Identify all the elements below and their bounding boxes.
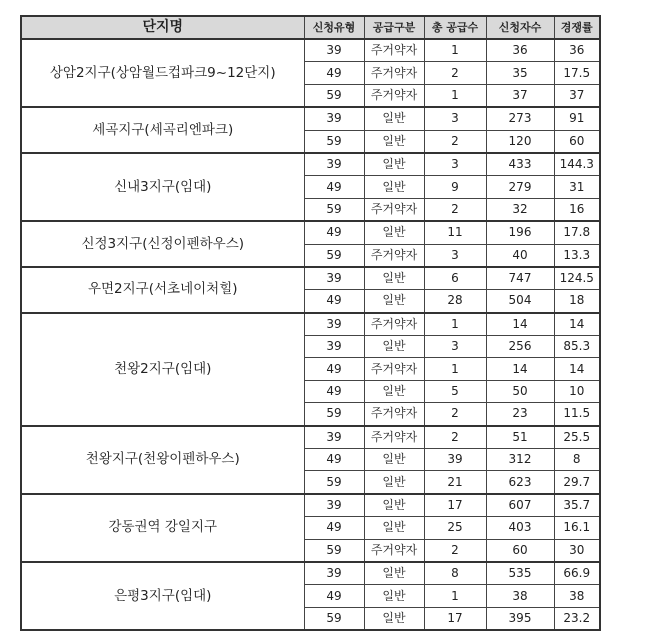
application-type-cell: 59 bbox=[304, 539, 364, 562]
total-supply-cell: 6 bbox=[424, 267, 486, 290]
supply-category-cell: 일반 bbox=[364, 107, 424, 130]
applicants-cell: 747 bbox=[486, 267, 554, 290]
total-supply-cell: 2 bbox=[424, 403, 486, 426]
complex-name-cell: 강동권역 강일지구 bbox=[21, 494, 304, 562]
supply-category-cell: 주거약자 bbox=[364, 244, 424, 267]
competition-rate-cell: 35.7 bbox=[554, 494, 600, 517]
supply-category-cell: 일반 bbox=[364, 471, 424, 494]
application-type-cell: 59 bbox=[304, 84, 364, 107]
header-applicants: 신청자수 bbox=[486, 16, 554, 39]
application-type-cell: 49 bbox=[304, 290, 364, 313]
applicants-cell: 395 bbox=[486, 607, 554, 630]
competition-rate-cell: 18 bbox=[554, 290, 600, 313]
supply-category-cell: 일반 bbox=[364, 562, 424, 585]
supply-category-cell: 일반 bbox=[364, 380, 424, 402]
header-row bbox=[21, 16, 600, 39]
complex-name-cell: 천왕지구(천왕이펜하우스) bbox=[21, 426, 304, 494]
application-type-cell: 39 bbox=[304, 107, 364, 130]
total-supply-cell: 9 bbox=[424, 176, 486, 198]
total-supply-cell: 1 bbox=[424, 585, 486, 607]
complex-name-cell: 우면2지구(서초네이처힐) bbox=[21, 267, 304, 313]
supply-category-cell: 주거약자 bbox=[364, 39, 424, 62]
table-row bbox=[21, 153, 600, 176]
application-type-cell: 49 bbox=[304, 358, 364, 380]
total-supply-cell: 1 bbox=[424, 84, 486, 107]
competition-rate-cell: 60 bbox=[554, 130, 600, 153]
applicants-cell: 37 bbox=[486, 84, 554, 107]
table-row bbox=[21, 221, 600, 244]
competition-rate-cell: 16.1 bbox=[554, 517, 600, 539]
total-supply-cell: 2 bbox=[424, 539, 486, 562]
table-row bbox=[21, 313, 600, 336]
applicants-cell: 256 bbox=[486, 336, 554, 358]
total-supply-cell: 2 bbox=[424, 198, 486, 221]
supply-category-cell: 일반 bbox=[364, 130, 424, 153]
total-supply-cell: 3 bbox=[424, 107, 486, 130]
application-type-cell: 59 bbox=[304, 130, 364, 153]
applicants-cell: 50 bbox=[486, 380, 554, 402]
total-supply-cell: 28 bbox=[424, 290, 486, 313]
applicants-cell: 38 bbox=[486, 585, 554, 607]
application-type-cell: 59 bbox=[304, 198, 364, 221]
competition-rate-cell: 30 bbox=[554, 539, 600, 562]
total-supply-cell: 17 bbox=[424, 607, 486, 630]
applicants-cell: 403 bbox=[486, 517, 554, 539]
application-type-cell: 39 bbox=[304, 426, 364, 449]
applicants-cell: 14 bbox=[486, 313, 554, 336]
competition-rate-cell: 91 bbox=[554, 107, 600, 130]
competition-rate-cell: 13.3 bbox=[554, 244, 600, 267]
competition-rate-cell: 31 bbox=[554, 176, 600, 198]
supply-category-cell: 일반 bbox=[364, 153, 424, 176]
competition-rate-cell: 11.5 bbox=[554, 403, 600, 426]
competition-rate-cell: 14 bbox=[554, 313, 600, 336]
application-type-cell: 49 bbox=[304, 517, 364, 539]
total-supply-cell: 11 bbox=[424, 221, 486, 244]
table-row bbox=[21, 426, 600, 449]
competition-rate-cell: 10 bbox=[554, 380, 600, 402]
applicants-cell: 60 bbox=[486, 539, 554, 562]
competition-rate-cell: 144.3 bbox=[554, 153, 600, 176]
application-type-cell: 39 bbox=[304, 313, 364, 336]
application-type-cell: 39 bbox=[304, 39, 364, 62]
competition-rate-cell: 16 bbox=[554, 198, 600, 221]
applicants-cell: 51 bbox=[486, 426, 554, 449]
application-type-cell: 39 bbox=[304, 494, 364, 517]
applicants-cell: 273 bbox=[486, 107, 554, 130]
application-type-cell: 59 bbox=[304, 403, 364, 426]
applicants-cell: 32 bbox=[486, 198, 554, 221]
application-type-cell: 59 bbox=[304, 471, 364, 494]
competition-rate-cell: 66.9 bbox=[554, 562, 600, 585]
table-row bbox=[21, 494, 600, 517]
total-supply-cell: 2 bbox=[424, 426, 486, 449]
supply-category-cell: 일반 bbox=[364, 267, 424, 290]
supply-category-cell: 주거약자 bbox=[364, 198, 424, 221]
total-supply-cell: 2 bbox=[424, 130, 486, 153]
applicants-cell: 23 bbox=[486, 403, 554, 426]
table-row bbox=[21, 39, 600, 62]
total-supply-cell: 21 bbox=[424, 471, 486, 494]
supply-category-cell: 주거약자 bbox=[364, 84, 424, 107]
applicants-cell: 196 bbox=[486, 221, 554, 244]
complex-name-cell: 은평3지구(임대) bbox=[21, 562, 304, 630]
applicants-cell: 312 bbox=[486, 449, 554, 471]
competition-rate-cell: 17.5 bbox=[554, 62, 600, 84]
supply-category-cell: 일반 bbox=[364, 221, 424, 244]
competition-rate-cell: 14 bbox=[554, 358, 600, 380]
applicants-cell: 36 bbox=[486, 39, 554, 62]
supply-category-cell: 일반 bbox=[364, 517, 424, 539]
complex-name-cell: 신정3지구(신정이펜하우스) bbox=[21, 221, 304, 267]
competition-rate-cell: 38 bbox=[554, 585, 600, 607]
application-type-cell: 39 bbox=[304, 153, 364, 176]
competition-rate-cell: 124.5 bbox=[554, 267, 600, 290]
application-type-cell: 49 bbox=[304, 585, 364, 607]
supply-category-cell: 주거약자 bbox=[364, 358, 424, 380]
competition-rate-cell: 37 bbox=[554, 84, 600, 107]
total-supply-cell: 1 bbox=[424, 358, 486, 380]
total-supply-cell: 39 bbox=[424, 449, 486, 471]
applicants-cell: 35 bbox=[486, 62, 554, 84]
header-competition-rate: 경쟁률 bbox=[554, 16, 600, 39]
applicants-cell: 120 bbox=[486, 130, 554, 153]
table-row bbox=[21, 562, 600, 585]
application-type-cell: 49 bbox=[304, 221, 364, 244]
supply-category-cell: 주거약자 bbox=[364, 426, 424, 449]
housing-application-table bbox=[20, 15, 601, 631]
supply-category-cell: 일반 bbox=[364, 607, 424, 630]
complex-name-cell: 상암2지구(상암월드컵파크9~12단지) bbox=[21, 39, 304, 107]
header-supply-category: 공급구분 bbox=[364, 16, 424, 39]
supply-category-cell: 주거약자 bbox=[364, 313, 424, 336]
complex-name-cell: 세곡지구(세곡리엔파크) bbox=[21, 107, 304, 153]
total-supply-cell: 1 bbox=[424, 313, 486, 336]
total-supply-cell: 2 bbox=[424, 62, 486, 84]
supply-category-cell: 일반 bbox=[364, 494, 424, 517]
competition-rate-cell: 8 bbox=[554, 449, 600, 471]
supply-category-cell: 주거약자 bbox=[364, 403, 424, 426]
supply-category-cell: 일반 bbox=[364, 449, 424, 471]
complex-name-cell: 천왕2지구(임대) bbox=[21, 313, 304, 426]
total-supply-cell: 25 bbox=[424, 517, 486, 539]
application-type-cell: 59 bbox=[304, 607, 364, 630]
total-supply-cell: 1 bbox=[424, 39, 486, 62]
applicants-cell: 607 bbox=[486, 494, 554, 517]
application-type-cell: 49 bbox=[304, 62, 364, 84]
applicants-cell: 623 bbox=[486, 471, 554, 494]
header-application-type: 신청유형 bbox=[304, 16, 364, 39]
total-supply-cell: 3 bbox=[424, 336, 486, 358]
total-supply-cell: 17 bbox=[424, 494, 486, 517]
applicants-cell: 40 bbox=[486, 244, 554, 267]
applicants-cell: 504 bbox=[486, 290, 554, 313]
complex-name-cell: 신내3지구(임대) bbox=[21, 153, 304, 221]
application-type-cell: 39 bbox=[304, 267, 364, 290]
supply-category-cell: 일반 bbox=[364, 176, 424, 198]
total-supply-cell: 5 bbox=[424, 380, 486, 402]
total-supply-cell: 8 bbox=[424, 562, 486, 585]
application-type-cell: 49 bbox=[304, 380, 364, 402]
application-type-cell: 49 bbox=[304, 176, 364, 198]
total-supply-cell: 3 bbox=[424, 244, 486, 267]
supply-category-cell: 주거약자 bbox=[364, 62, 424, 84]
application-type-cell: 49 bbox=[304, 449, 364, 471]
applicants-cell: 535 bbox=[486, 562, 554, 585]
applicants-cell: 14 bbox=[486, 358, 554, 380]
competition-rate-cell: 23.2 bbox=[554, 607, 600, 630]
supply-category-cell: 일반 bbox=[364, 336, 424, 358]
competition-rate-cell: 25.5 bbox=[554, 426, 600, 449]
header-total-supply: 총 공급수 bbox=[424, 16, 486, 39]
total-supply-cell: 3 bbox=[424, 153, 486, 176]
competition-rate-cell: 36 bbox=[554, 39, 600, 62]
supply-category-cell: 일반 bbox=[364, 585, 424, 607]
competition-rate-cell: 85.3 bbox=[554, 336, 600, 358]
table-row bbox=[21, 267, 600, 290]
application-type-cell: 39 bbox=[304, 562, 364, 585]
supply-category-cell: 주거약자 bbox=[364, 539, 424, 562]
applicants-cell: 433 bbox=[486, 153, 554, 176]
competition-rate-cell: 29.7 bbox=[554, 471, 600, 494]
competition-rate-cell: 17.8 bbox=[554, 221, 600, 244]
application-type-cell: 59 bbox=[304, 244, 364, 267]
table-row bbox=[21, 107, 600, 130]
application-type-cell: 39 bbox=[304, 336, 364, 358]
header-complex-name: 단지명 bbox=[21, 16, 304, 39]
applicants-cell: 279 bbox=[486, 176, 554, 198]
supply-category-cell: 일반 bbox=[364, 290, 424, 313]
